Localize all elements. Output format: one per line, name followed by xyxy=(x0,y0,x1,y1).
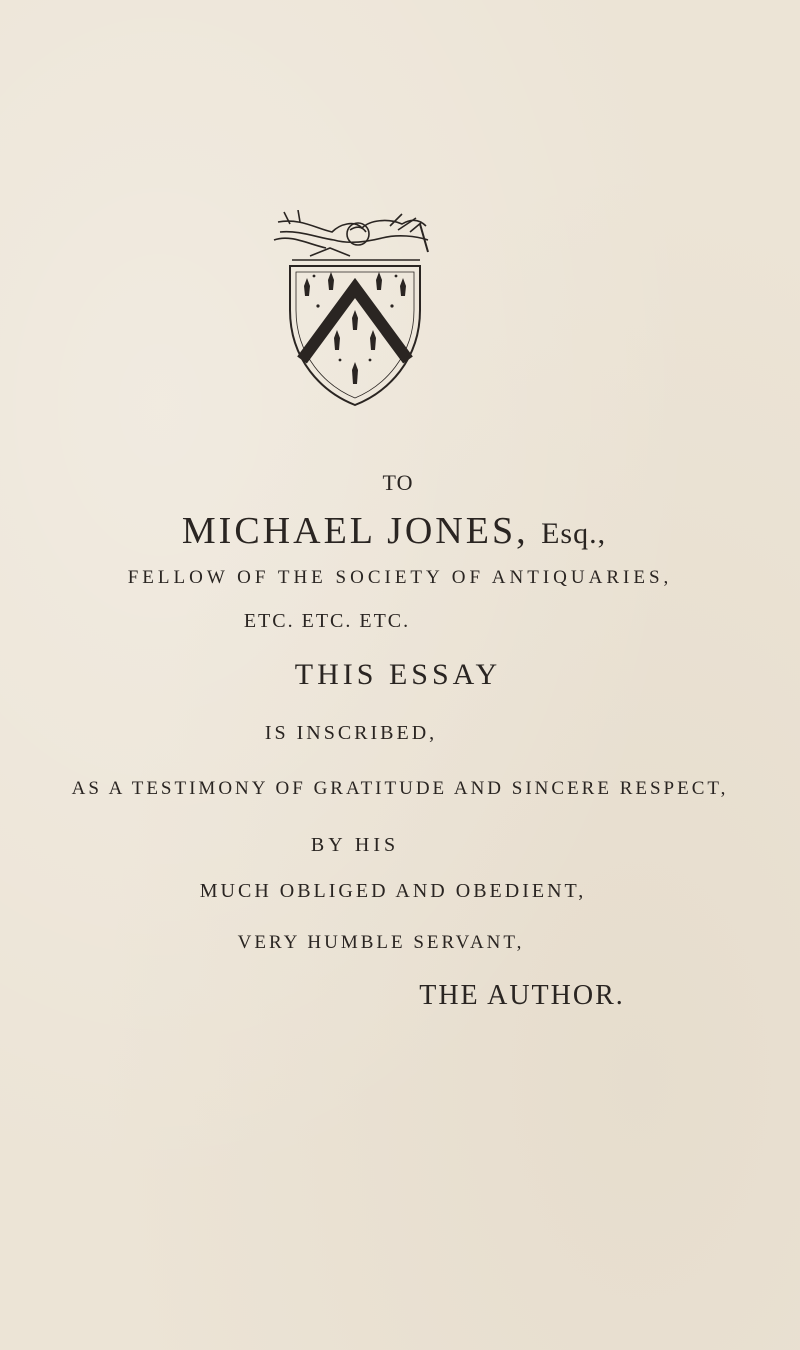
inscribed-line: IS INSCRIBED, xyxy=(264,722,438,744)
author-signature: THE AUTHOR. xyxy=(419,980,625,1011)
obliged-line: MUCH OBLIGED AND OBEDIENT, xyxy=(199,880,587,902)
essay-heading: THIS ESSAY xyxy=(294,658,502,691)
dedicatee-name-suffix: Esq., xyxy=(541,517,607,550)
by-his-line: BY HIS xyxy=(310,834,400,856)
dedicatee-name-main: MICHAEL JONES, xyxy=(181,510,529,552)
dedicatee-name xyxy=(0,509,794,553)
heraldic-crest-icon xyxy=(270,210,440,415)
dedication-to: TO xyxy=(382,470,414,495)
servant-line: VERY HUMBLE SERVANT, xyxy=(237,932,525,953)
testimony-line: AS A TESTIMONY OF GRATITUDE AND SINCERE RESPECT, xyxy=(71,778,729,799)
etc-line: ETC. ETC. ETC. xyxy=(243,610,411,632)
dedicatee-title: FELLOW OF THE SOCIETY OF ANTIQUARIES, xyxy=(127,567,673,588)
